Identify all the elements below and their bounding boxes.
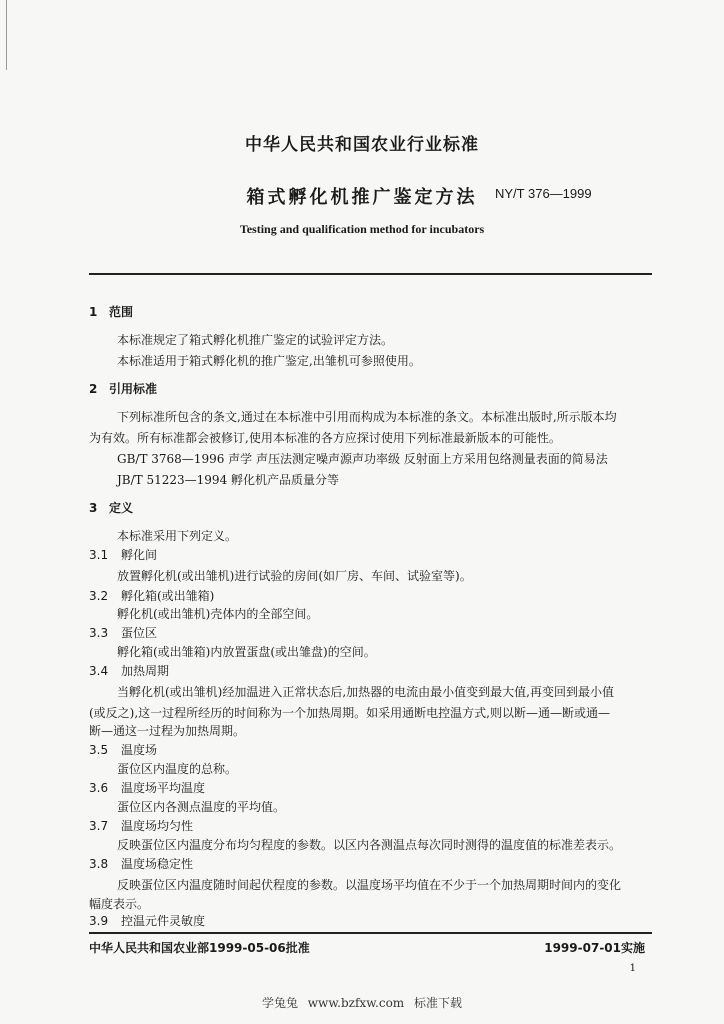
definition-text: 反映蛋位区内温度随时间起伏程度的参数。以温度场平均值在不少于一个加热周期时间内的变化 — [117, 878, 622, 892]
paragraph-line: 本标准采用下列定义。 — [117, 529, 238, 543]
paragraph-line: 本标准规定了箱式孵化机推广鉴定的试验评定方法。 — [117, 333, 394, 347]
definition-text: 幅度表示。 — [89, 897, 150, 911]
standard-code: NY/T 376—1999 — [495, 186, 592, 201]
implementation-line: 1999-07-01实施 — [544, 941, 645, 955]
scan-edge-line — [6, 0, 7, 70]
definition-3-8 — [89, 855, 193, 872]
definition-term: 孵化箱(或出雏箱) — [121, 589, 215, 603]
definition-text: (或反之),这一过程所经历的时间称为一个加热周期。如采用通断电控温方式,则以断—通—断或通— — [89, 706, 610, 720]
clause-number: 3.4 — [89, 664, 109, 678]
definition-text: 蛋位区内各测点温度的平均值。 — [117, 800, 286, 814]
definition-3-1 — [89, 546, 157, 563]
clause-number: 3.2 — [89, 589, 109, 603]
paragraph-line: 为有效。所有标准都会被修订,使用本标准的各方应探讨使用下列标准最新版本的可能性。 — [89, 431, 561, 445]
clause-number: 3.6 — [89, 781, 109, 795]
definition-text: 当孵化机(或出雏机)经加温进入正常状态后,加热器的电流由最小值变到最大值,再变回到最小值 — [117, 685, 614, 699]
section-2-heading — [89, 380, 157, 397]
definition-term: 控温元件灵敏度 — [121, 914, 206, 928]
english-title: Testing and qualification method for incubators — [239, 222, 485, 236]
section-3-heading — [89, 499, 133, 516]
definition-term: 温度场稳定性 — [121, 857, 194, 871]
section-title: 定义 — [109, 501, 134, 515]
header-divider — [89, 273, 652, 275]
document-title: 箱式孵化机推广鉴定方法 — [246, 187, 478, 208]
section-number: 3 — [89, 501, 98, 515]
definition-3-4 — [89, 662, 169, 679]
definition-3-6 — [89, 779, 205, 796]
definition-term: 温度场平均温度 — [121, 781, 206, 795]
approval-line: 中华人民共和国农业部1999-05-06批准 — [89, 941, 310, 955]
definition-text: 断—通这一过程为加热周期。 — [89, 724, 246, 738]
definition-term: 温度场均匀性 — [121, 819, 194, 833]
definition-term: 蛋位区 — [121, 626, 158, 640]
clause-number: 3.7 — [89, 819, 109, 833]
section-title: 引用标准 — [109, 382, 158, 396]
definition-text: 反映蛋位区内温度分布均匀程度的参数。以区内各测温点每次同时测得的温度值的标准差表示。 — [117, 838, 622, 852]
section-number: 2 — [89, 382, 98, 396]
footer-divider — [89, 932, 652, 934]
clause-number: 3.9 — [89, 914, 109, 928]
definition-3-9 — [89, 912, 205, 929]
definition-3-5 — [89, 741, 157, 758]
definition-3-7 — [89, 817, 193, 834]
definition-text: 孵化机(或出雏机)壳体内的全部空间。 — [117, 607, 319, 621]
definition-text: 蛋位区内温度的总称。 — [117, 762, 238, 776]
section-number: 1 — [89, 305, 98, 319]
site-watermark: 学兔兔 www.bzfxw.com 标准下载 — [261, 996, 463, 1010]
reference-standard: GB/T 3768—1996 声学 声压法测定噪声源声功率级 反射面上方采用包络测量表面的简易法 — [117, 452, 608, 466]
paragraph-line: 下列标准所包含的条文,通过在本标准中引用而构成为本标准的条文。本标准出版时,所示版本均 — [117, 410, 617, 424]
clause-number: 3.8 — [89, 857, 109, 871]
page-number: 1 — [629, 963, 636, 974]
definition-3-3 — [89, 624, 157, 641]
issuing-organization: 中华人民共和国农业行业标准 — [245, 135, 479, 155]
definition-text: 放置孵化机(或出雏机)进行试验的房间(如厂房、车间、试验室等)。 — [117, 569, 472, 583]
clause-number: 3.3 — [89, 626, 109, 640]
definition-term: 温度场 — [121, 743, 158, 757]
section-1-heading — [89, 303, 133, 320]
clause-number: 3.1 — [89, 548, 109, 562]
definition-3-2 — [89, 587, 214, 604]
section-title: 范围 — [109, 305, 134, 319]
definition-term: 加热周期 — [121, 664, 170, 678]
definition-text: 孵化箱(或出雏箱)内放置蛋盘(或出雏盘)的空间。 — [117, 645, 376, 659]
reference-standard: JB/T 51223—1994 孵化机产品质量分等 — [117, 473, 340, 487]
clause-number: 3.5 — [89, 743, 109, 757]
paragraph-line: 本标准适用于箱式孵化机的推广鉴定,出雏机可参照使用。 — [117, 354, 421, 368]
definition-term: 孵化间 — [121, 548, 158, 562]
